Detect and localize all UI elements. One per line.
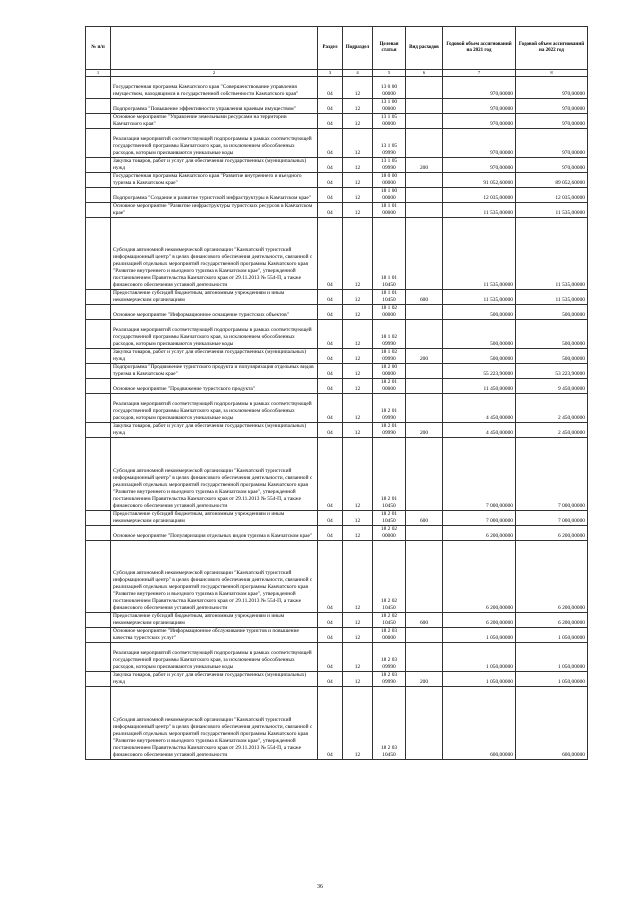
table-row xyxy=(86,157,588,172)
row-2021-cell: 11 535,00000 xyxy=(443,202,516,217)
row-number-cell xyxy=(86,202,111,217)
row-podrazdel-cell: 12 xyxy=(343,320,373,349)
row-2021-cell: 7 000,00000 xyxy=(443,510,516,525)
row-number-cell xyxy=(86,157,111,172)
row-2021-cell: 970,00000 xyxy=(443,98,516,113)
row-expense-type-cell: 600 xyxy=(406,613,443,628)
row-razdel-cell: 04 xyxy=(318,613,343,628)
row-podrazdel-cell: 12 xyxy=(343,540,373,613)
row-podrazdel-cell: 12 xyxy=(343,438,373,511)
row-2021-cell: 970,00000 xyxy=(443,128,516,157)
table-row xyxy=(86,217,588,290)
row-razdel-cell: 04 xyxy=(318,157,343,172)
row-number-cell xyxy=(86,379,111,394)
page-number: 36 xyxy=(317,884,323,890)
row-expense-type-cell: 200 xyxy=(406,672,443,687)
table-row xyxy=(86,290,588,305)
row-number-cell xyxy=(86,613,111,628)
row-podrazdel-cell: 12 xyxy=(343,423,373,438)
row-razdel-cell: 04 xyxy=(318,98,343,113)
row-expense-type-cell xyxy=(406,187,443,202)
column-number: 3 xyxy=(318,70,343,77)
row-number-cell xyxy=(86,628,111,643)
table-row xyxy=(86,613,588,628)
table-row xyxy=(86,305,588,320)
row-razdel-cell: 04 xyxy=(318,628,343,643)
table-row xyxy=(86,628,588,643)
row-podrazdel-cell: 12 xyxy=(343,349,373,364)
row-target-article-cell: 13 1 05 00000 xyxy=(373,113,406,128)
row-name-cell: Реализация мероприятий соответствующей подпрограммы в рамках соответствующей государственной программы Камчатского края, за исключением обособленных расходов, которым присваиваются уникальные коды xyxy=(111,320,318,349)
row-podrazdel-cell: 12 xyxy=(343,113,373,128)
table-row xyxy=(86,510,588,525)
row-number-cell xyxy=(86,320,111,349)
table-row xyxy=(86,349,588,364)
row-expense-type-cell xyxy=(406,217,443,290)
row-podrazdel-cell: 12 xyxy=(343,525,373,540)
row-expense-type-cell xyxy=(406,394,443,423)
table-row xyxy=(86,128,588,157)
row-podrazdel-cell: 12 xyxy=(343,187,373,202)
row-2021-cell: 91 052,60000 xyxy=(443,172,516,187)
row-podrazdel-cell: 12 xyxy=(343,305,373,320)
row-2022-cell: 9 450,00000 xyxy=(516,379,588,394)
row-2022-cell: 970,00000 xyxy=(516,128,588,157)
row-name-cell: Подпрограмма "Продвижение туристского продукта и популяризация отдельных видов туризма в Камчатском крае" xyxy=(111,364,318,379)
row-2022-cell: 500,00000 xyxy=(516,349,588,364)
row-2021-cell: 970,00000 xyxy=(443,113,516,128)
header-name xyxy=(111,27,318,70)
row-target-article-cell: 13 1 05 09990 xyxy=(373,128,406,157)
row-podrazdel-cell: 12 xyxy=(343,672,373,687)
row-2021-cell: 7 000,00000 xyxy=(443,438,516,511)
row-expense-type-cell xyxy=(406,172,443,187)
row-podrazdel-cell: 12 xyxy=(343,77,373,99)
row-2022-cell: 11 535,00000 xyxy=(516,202,588,217)
row-2021-cell: 55 223,90000 xyxy=(443,364,516,379)
row-razdel-cell: 04 xyxy=(318,672,343,687)
row-number-cell xyxy=(86,187,111,202)
row-razdel-cell: 04 xyxy=(318,290,343,305)
header-expense-type: Вид расходов xyxy=(406,27,443,70)
row-razdel-cell: 04 xyxy=(318,320,343,349)
row-razdel-cell: 04 xyxy=(318,687,343,760)
row-2022-cell: 500,00000 xyxy=(516,305,588,320)
row-2021-cell: 970,00000 xyxy=(443,77,516,99)
row-name-cell: Закупка товаров, работ и услуг для обеспечения государственных (муниципальных) нужд xyxy=(111,157,318,172)
row-podrazdel-cell: 12 xyxy=(343,510,373,525)
row-name-cell: Основное мероприятие "Информационное оснащение туристских объектов" xyxy=(111,305,318,320)
row-number-cell xyxy=(86,525,111,540)
row-2021-cell: 11 450,00000 xyxy=(443,379,516,394)
row-name-cell: Субсидия автономной некоммерческой организации "Камчатский туристский информационный центр" в целях финансового обеспечения деятельности, связанной с реализацией отдельных мероприятий государственной программы Камчатского края "Развитие внутреннего и въездного туризма в Камчатском крае", утвержденной постановлением Правительства Камчатского края от 29.11.2013 № 554-П, а также финансового обеспечения уставной деятельности xyxy=(111,217,318,290)
row-number-cell xyxy=(86,98,111,113)
row-razdel-cell: 04 xyxy=(318,217,343,290)
header-2022: Годовой объем ассигнований на 2022 год xyxy=(516,27,588,70)
row-name-cell: Реализация мероприятий соответствующей подпрограммы в рамках соответствующей государственной программы Камчатского края, за исключением обособленных расходов, которым присваиваются уникальные коды xyxy=(111,643,318,672)
row-target-article-cell: 18 2 01 10450 xyxy=(373,510,406,525)
row-podrazdel-cell: 12 xyxy=(343,364,373,379)
row-expense-type-cell xyxy=(406,98,443,113)
row-podrazdel-cell: 12 xyxy=(343,628,373,643)
row-name-cell: Основное мероприятие "Продвижение туристского продукта" xyxy=(111,379,318,394)
header-razdel: Раздел xyxy=(318,27,343,70)
header-2021: Годовой объем ассигнований на 2021 год xyxy=(443,27,516,70)
table-row xyxy=(86,77,588,99)
row-razdel-cell: 04 xyxy=(318,540,343,613)
table-row xyxy=(86,438,588,511)
row-target-article-cell: 18 1 02 00000 xyxy=(373,305,406,320)
row-razdel-cell: 04 xyxy=(318,423,343,438)
row-2022-cell: 89 052,60000 xyxy=(516,172,588,187)
table-row xyxy=(86,202,588,217)
table-row xyxy=(86,187,588,202)
row-name-cell: Основное мероприятие "Популяризация отдельных видов туризма в Камчатском крае" xyxy=(111,525,318,540)
row-2021-cell: 6 200,00000 xyxy=(443,540,516,613)
row-podrazdel-cell: 12 xyxy=(343,172,373,187)
row-razdel-cell: 04 xyxy=(318,364,343,379)
row-podrazdel-cell: 12 xyxy=(343,643,373,672)
column-number: 4 xyxy=(343,70,373,77)
table-row xyxy=(86,172,588,187)
row-name-cell: Основное мероприятие "Развитие инфраструктуры туристских ресурсов в Камчатском крае" xyxy=(111,202,318,217)
row-2022-cell: 11 535,00000 xyxy=(516,217,588,290)
row-expense-type-cell: 200 xyxy=(406,157,443,172)
row-2021-cell: 1 050,00000 xyxy=(443,628,516,643)
row-target-article-cell: 18 2 03 09990 xyxy=(373,643,406,672)
row-name-cell: Субсидия автономной некоммерческой организации "Камчатский туристский информационный центр" в целях финансового обеспечения деятельности, связанной с реализацией отдельных мероприятий государственной программы Камчатского края "Развитие внутреннего и въездного туризма в Камчатском крае", утвержденной постановлением Правительства Камчатского края от 29.11.2013 № 554-П, а также финансового обеспечения уставной деятельности xyxy=(111,438,318,511)
row-number-cell xyxy=(86,77,111,99)
row-target-article-cell: 18 2 01 09990 xyxy=(373,394,406,423)
column-number: 2 xyxy=(111,70,318,77)
row-expense-type-cell xyxy=(406,643,443,672)
table-row xyxy=(86,423,588,438)
row-target-article-cell: 18 2 03 09990 xyxy=(373,672,406,687)
header-podrazdel: Подраздел xyxy=(343,27,373,70)
row-2021-cell: 500,00000 xyxy=(443,349,516,364)
row-target-article-cell: 18 1 02 09990 xyxy=(373,320,406,349)
column-number: 5 xyxy=(373,70,406,77)
row-razdel-cell: 04 xyxy=(318,379,343,394)
row-razdel-cell: 04 xyxy=(318,172,343,187)
row-2021-cell: 4 450,00000 xyxy=(443,423,516,438)
row-number-cell xyxy=(86,643,111,672)
row-number-cell xyxy=(86,172,111,187)
row-podrazdel-cell: 12 xyxy=(343,290,373,305)
column-number: 8 xyxy=(516,70,588,77)
row-number-cell xyxy=(86,128,111,157)
row-target-article-cell: 18 1 00 00000 xyxy=(373,187,406,202)
row-name-cell: Предоставление субсидий бюджетным, автономным учреждениям и иным некоммерческим организациям xyxy=(111,613,318,628)
row-name-cell: Субсидия автономной некоммерческой организации "Камчатский туристский информационный центр" в целях финансового обеспечения деятельности, связанной с реализацией отдельных мероприятий государственной программы Камчатского края "Развитие внутреннего и въездного туризма в Камчатском крае", утвержденной постановлением Правительства Камчатского края от 29.11.2013 № 554-П, а также финансового обеспечения уставной деятельности xyxy=(111,687,318,760)
row-number-cell xyxy=(86,438,111,511)
row-expense-type-cell xyxy=(406,128,443,157)
row-expense-type-cell xyxy=(406,687,443,760)
table-row xyxy=(86,525,588,540)
row-2021-cell: 12 035,00000 xyxy=(443,187,516,202)
row-expense-type-cell xyxy=(406,77,443,99)
row-2021-cell: 6 200,00000 xyxy=(443,525,516,540)
row-2021-cell: 1 050,00000 xyxy=(443,672,516,687)
row-expense-type-cell xyxy=(406,202,443,217)
table-row xyxy=(86,672,588,687)
row-2022-cell: 970,00000 xyxy=(516,98,588,113)
row-razdel-cell: 04 xyxy=(318,438,343,511)
row-number-cell xyxy=(86,394,111,423)
row-expense-type-cell xyxy=(406,540,443,613)
row-podrazdel-cell: 12 xyxy=(343,217,373,290)
row-razdel-cell: 04 xyxy=(318,525,343,540)
row-podrazdel-cell: 12 xyxy=(343,128,373,157)
row-number-cell xyxy=(86,540,111,613)
row-number-cell xyxy=(86,217,111,290)
row-target-article-cell: 18 2 01 10450 xyxy=(373,438,406,511)
table-row xyxy=(86,113,588,128)
row-2022-cell: 2 450,00000 xyxy=(516,394,588,423)
row-name-cell: Реализация мероприятий соответствующей подпрограммы в рамках соответствующей государственной программы Камчатского края, за исключением обособленных расходов, которым присваиваются уникальные коды xyxy=(111,394,318,423)
row-target-article-cell: 18 1 01 10450 xyxy=(373,217,406,290)
row-razdel-cell: 04 xyxy=(318,128,343,157)
row-2022-cell: 1 050,00000 xyxy=(516,672,588,687)
row-podrazdel-cell: 12 xyxy=(343,98,373,113)
row-name-cell: Основное мероприятие "Информационное обслуживание туристов и повышение качества туристских услуг" xyxy=(111,628,318,643)
row-expense-type-cell xyxy=(406,320,443,349)
row-2022-cell: 12 035,00000 xyxy=(516,187,588,202)
row-number-cell xyxy=(86,423,111,438)
row-2021-cell: 500,00000 xyxy=(443,320,516,349)
row-2022-cell: 970,00000 xyxy=(516,113,588,128)
row-name-cell: Подпрограмма "Создание и развитие туристской инфраструктуры в Камчатском крае" xyxy=(111,187,318,202)
row-2021-cell: 6 200,00000 xyxy=(443,613,516,628)
table-row xyxy=(86,364,588,379)
row-2022-cell: 500,00000 xyxy=(516,320,588,349)
row-name-cell: Субсидия автономной некоммерческой организации "Камчатский туристский информационный центр" в целях финансового обеспечения деятельности, связанной с реализацией отдельных мероприятий государственной программы Камчатского края "Развитие внутреннего и въездного туризма в Камчатском крае", утвержденной постановлением Правительства Камчатского края от 29.11.2013 № 554-П, а также финансового обеспечения уставной деятельности xyxy=(111,540,318,613)
row-podrazdel-cell: 12 xyxy=(343,687,373,760)
row-expense-type-cell xyxy=(406,525,443,540)
header-num: № п/п xyxy=(86,27,111,70)
row-razdel-cell: 04 xyxy=(318,349,343,364)
row-expense-type-cell: 600 xyxy=(406,510,443,525)
row-target-article-cell: 18 1 01 00000 xyxy=(373,202,406,217)
row-2022-cell: 600,00000 xyxy=(516,687,588,760)
row-target-article-cell: 18 2 01 00000 xyxy=(373,379,406,394)
row-number-cell xyxy=(86,305,111,320)
table-row xyxy=(86,643,588,672)
row-name-cell: Предоставление субсидий бюджетным, автономным учреждениям и иным некоммерческим организациям xyxy=(111,510,318,525)
row-2022-cell: 6 200,00000 xyxy=(516,525,588,540)
row-expense-type-cell: 200 xyxy=(406,423,443,438)
row-podrazdel-cell: 12 xyxy=(343,394,373,423)
row-target-article-cell: 18 2 03 10450 xyxy=(373,687,406,760)
row-2022-cell: 970,00000 xyxy=(516,77,588,99)
row-razdel-cell: 04 xyxy=(318,77,343,99)
column-number: 1 xyxy=(86,70,111,77)
row-target-article-cell: 18 2 01 09990 xyxy=(373,423,406,438)
table-row xyxy=(86,394,588,423)
row-2021-cell: 11 535,00000 xyxy=(443,217,516,290)
header-target-article: Целевая статья xyxy=(373,27,406,70)
row-expense-type-cell: 600 xyxy=(406,290,443,305)
table-row xyxy=(86,540,588,613)
row-razdel-cell: 04 xyxy=(318,643,343,672)
row-podrazdel-cell: 12 xyxy=(343,379,373,394)
row-expense-type-cell xyxy=(406,305,443,320)
row-2022-cell: 6 200,00000 xyxy=(516,540,588,613)
row-target-article-cell: 13 1 05 09990 xyxy=(373,157,406,172)
row-razdel-cell: 04 xyxy=(318,510,343,525)
row-expense-type-cell xyxy=(406,364,443,379)
row-name-cell: Государственная программа Камчатского края "Развитие внутреннего и въездного туризма в Камчатском крае" xyxy=(111,172,318,187)
row-name-cell: Подпрограмма "Повышение эффективности управления краевым имуществом" xyxy=(111,98,318,113)
row-2022-cell: 11 535,00000 xyxy=(516,290,588,305)
row-razdel-cell: 04 xyxy=(318,187,343,202)
row-target-article-cell: 18 1 01 10450 xyxy=(373,290,406,305)
row-2022-cell: 7 000,00000 xyxy=(516,510,588,525)
row-podrazdel-cell: 12 xyxy=(343,202,373,217)
row-number-cell xyxy=(86,687,111,760)
row-2022-cell: 7 000,00000 xyxy=(516,438,588,511)
row-2022-cell: 2 450,00000 xyxy=(516,423,588,438)
row-2022-cell: 1 050,00000 xyxy=(516,643,588,672)
row-2022-cell: 53 223,90000 xyxy=(516,364,588,379)
row-target-article-cell: 13 0 00 00000 xyxy=(373,77,406,99)
row-2021-cell: 4 450,00000 xyxy=(443,394,516,423)
row-name-cell: Закупка товаров, работ и услуг для обеспечения государственных (муниципальных) нужд xyxy=(111,423,318,438)
row-2021-cell: 600,00000 xyxy=(443,687,516,760)
column-number-row xyxy=(86,70,588,77)
table-row xyxy=(86,379,588,394)
row-expense-type-cell: 200 xyxy=(406,349,443,364)
table-body xyxy=(86,77,588,760)
table-row xyxy=(86,687,588,760)
row-podrazdel-cell: 12 xyxy=(343,613,373,628)
header-row xyxy=(86,27,588,70)
row-2021-cell: 970,00000 xyxy=(443,157,516,172)
row-name-cell: Предоставление субсидий бюджетным, автономным учреждениям и иным некоммерческим организациям xyxy=(111,290,318,305)
column-number: 7 xyxy=(443,70,516,77)
row-expense-type-cell xyxy=(406,628,443,643)
row-2022-cell: 970,00000 xyxy=(516,157,588,172)
row-2021-cell: 500,00000 xyxy=(443,305,516,320)
row-2022-cell: 1 050,00000 xyxy=(516,628,588,643)
row-razdel-cell: 04 xyxy=(318,394,343,423)
row-2021-cell: 11 535,00000 xyxy=(443,290,516,305)
row-razdel-cell: 04 xyxy=(318,113,343,128)
row-razdel-cell: 04 xyxy=(318,202,343,217)
row-target-article-cell: 18 1 02 09990 xyxy=(373,349,406,364)
row-expense-type-cell xyxy=(406,113,443,128)
row-name-cell: Государственная программа Камчатского края "Совершенствование управления имуществом, находящимся в государственной собственности Камчатского края" xyxy=(111,77,318,99)
budget-table xyxy=(85,26,588,760)
table-row xyxy=(86,320,588,349)
row-2022-cell: 6 200,00000 xyxy=(516,613,588,628)
row-target-article-cell: 18 2 02 10450 xyxy=(373,613,406,628)
row-2021-cell: 1 050,00000 xyxy=(443,643,516,672)
row-target-article-cell: 13 1 00 00000 xyxy=(373,98,406,113)
row-number-cell xyxy=(86,113,111,128)
row-target-article-cell: 18 0 00 00000 xyxy=(373,172,406,187)
row-target-article-cell: 18 2 02 00000 xyxy=(373,525,406,540)
row-target-article-cell: 18 2 03 00000 xyxy=(373,628,406,643)
table-row xyxy=(86,98,588,113)
row-target-article-cell: 18 2 02 10450 xyxy=(373,540,406,613)
row-name-cell: Закупка товаров, работ и услуг для обеспечения государственных (муниципальных) нужд xyxy=(111,672,318,687)
row-expense-type-cell xyxy=(406,379,443,394)
row-number-cell xyxy=(86,364,111,379)
row-number-cell xyxy=(86,510,111,525)
row-number-cell xyxy=(86,349,111,364)
row-number-cell xyxy=(86,672,111,687)
row-number-cell xyxy=(86,290,111,305)
column-number: 6 xyxy=(406,70,443,77)
row-name-cell: Реализация мероприятий соответствующей подпрограммы в рамках соответствующей государственной программы Камчатского края, за исключением обособленных расходов, которым присваиваются уникальные коды xyxy=(111,128,318,157)
row-podrazdel-cell: 12 xyxy=(343,157,373,172)
row-name-cell: Основное мероприятие "Управление земельными ресурсами на территории Камчатского края" xyxy=(111,113,318,128)
row-expense-type-cell xyxy=(406,438,443,511)
row-name-cell: Закупка товаров, работ и услуг для обеспечения государственных (муниципальных) нужд xyxy=(111,349,318,364)
row-razdel-cell: 04 xyxy=(318,305,343,320)
row-target-article-cell: 18 2 00 00000 xyxy=(373,364,406,379)
